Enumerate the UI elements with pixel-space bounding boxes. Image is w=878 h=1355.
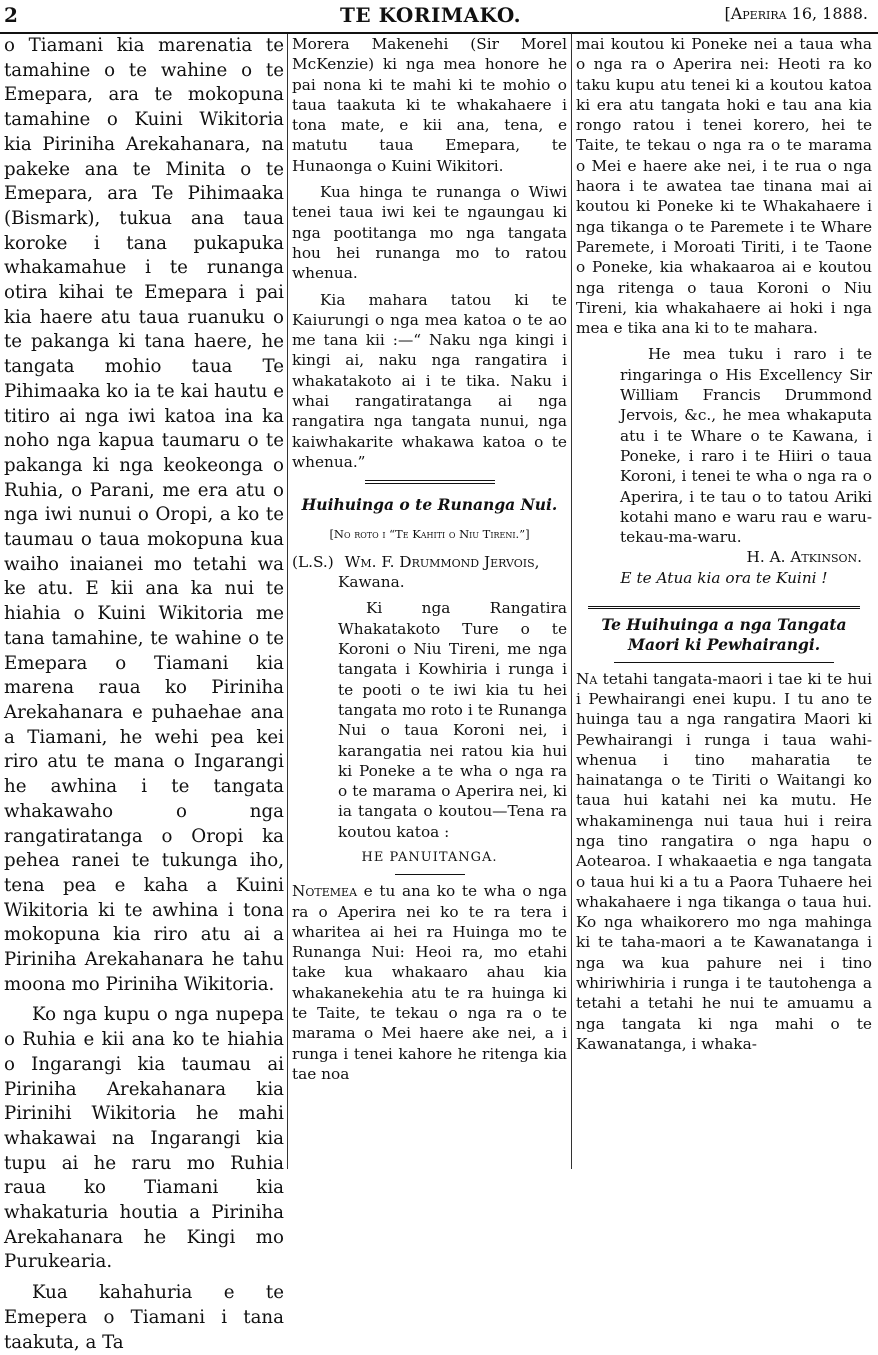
column-divider (287, 34, 288, 1169)
proclamation-address: Ki nga Rangatira Whakatakoto Ture o te Koroni o Niu Tireni, me nga tangata i Kowhiria i runga i te pooti o te iwi kia tu hei tangata mo roto i te Runanga Nui o taua Koroni nei, i karangatia nei ratou kia hui ki Poneke a te wha o nga ra o te marama o Aperira nei, ki ia tangata o koutou—Tena ra koutou katoa : (338, 599, 567, 841)
page-header (0, 0, 878, 32)
article-paragraph: Kua hinga te runanga o Wiwi tenei taua iwi kei te ngaungau ki nga pootitanga mo nga tangata hou hei runanga mo to ratou whenua. (292, 183, 567, 283)
notice-lead-word: Notemea (292, 882, 358, 901)
section-heading: Te Huihuinga a nga Tangata Maori ki Pewhairangi. (601, 615, 847, 655)
signature: H. A. Atkinson. (746, 548, 862, 567)
column-divider (571, 34, 572, 1169)
seal-mark: (L.S.) (292, 552, 334, 571)
article-paragraph: Ko nga kupu o nga nupepa o Ruhia e kii ana ko te hiahia o Ingarangi kia taumau ai Piriniha Arekahanara kia Pirinihi Wikitoria he mahi whakawai na Ingarangi kia tupu ai he raru mo Ruhia raua ko Tiamani kia whakaturia houtia a Piriniha Arekahanara he Kingi mo Purukearia. (4, 1004, 284, 1273)
article-paragraph: Kua kahahuria e te Emepera o Tiamani i tana taakuta, a Ta (4, 1282, 284, 1353)
article-paragraph: o Tiamani kia marenatia te tamahine o te wahine o te Emepara, ara te mokopuna tamahine o Kuini Wikitoria kia Piriniha Arekahanara, na pakeke ana te Minita o te Emepara, ara Te Pihimaaka (Bismark), tukua ana taua koroke i tana pukapuka whakamahue i te runanga otira kihai te Emepara i pai kia haere atu taua ruanuku o te pakanga ki tana haere, he tangata mohio taua Te Pihimaaka ko ia te kai hautu e titiro ai nga iwi katoa ina ka noho nga kapua taumaru o te pakanga ki nga keokeonga o Ruhia, o Parani, me era atu o nga iwi nunui o Oropi, a ko te taumau o taua mokopuna kua waiho inaianei mo tetahi wa ke atu. E kii ana ka nui te hiahia o Kuini Wikitoria me tana tamahine, te wahine o te Emepara o Tiamani kia marena raua ko Piriniha Arekahanara e puhaehae ana a Tiamani, he wehi pea kei riro atu te mana o Ingarangi he awhina i te tangata whakawaho o nga rangatiratanga o Oropi ka pehea ranei te tukunga iho, tena pea e kaha a Kuini Wikitoria ki te awhina i tona mokopuna kia riro atu ai a Piriniha Arekahanara he tahu moona mo Piriniha Wikitoria. (4, 35, 284, 995)
given-under-hand: He mea tuku i raro i te ringaringa o His Excellency Sir William Francis Drummond Jervois, &c., he mea whakaputa atu i te Whare o te Kawana, i Poneke, i raro i te Hiiri o taua Koroni, i tenei te wha o nga ra o Aperira, i te tau o to tatou Ariki kotahi mano e waru rau e waru-tekau-ma-waru. (620, 345, 872, 547)
governor-line (292, 552, 567, 572)
page-number: 2 (4, 3, 18, 27)
column-1 (4, 34, 284, 1353)
notice-paragraph (292, 881, 567, 1084)
column-3 (576, 34, 872, 1169)
column-2 (292, 34, 567, 1169)
governor-name: Wm. F. Drummond Jervois, (344, 552, 540, 571)
section-heading: Huihuinga o te Runanga Nui. (301, 495, 558, 515)
notice-divider (395, 874, 465, 875)
article-paragraph: Kia mahara tatou ki te Kaiurungi o nga mea katoa o te ao me tana kii :—“ Naku nga kingi i kingi ai, naku nga rangatira i whakatakoto ai i te tika. Naku i whai rangatiratanga ai nga rangatira nga tangata nunui, nga kaiwhakarite whakawa katoa o te whenua.” (292, 290, 567, 471)
heading-underline (614, 662, 834, 663)
governor-title: Kawana. (338, 573, 405, 592)
masthead-title: TE KORIMAKO. (340, 3, 522, 27)
notice-body: e tu ana ko te wha o nga ra o Aperira nei ko te ra tera i wharitea ai hei ra Huinga mo te Runanga Nui: Heoi ra, mo etahi take kua whakaaro ahau kia whakanekehia atu te ra huinga ki te Taite, te tekau o nga ra o te marama o Mei haere ake nei, a i runga i tenei kahore he ritenga kia tae noa (292, 882, 567, 1083)
article-paragraph (576, 669, 872, 1055)
god-save-queen: E te Atua kia ora te Kuini ! (620, 568, 828, 587)
lead-word: Na (576, 669, 598, 688)
article-body: tetahi tangata-maori i tae ki te hui i Pewhairangi enei kupu. I tu ano te huinga tau a nga rangatira Maori ki Pewhairangi i runga i taua wahi-whenua i tino maharatia te hainatanga o te Tiriti o Waitangi ko taua hui katahi nei ka mutu. He whakaminenga nui taua hui i reira nga tino rangatira o nga hapu o Aotearoa. I whakaaetia e nga tangata o taua hui ki a tu a Paora Tuhaere hei whakahaere i nga tikanga o taua hui. Ko nga whaikorero mo nga mahinga ki te taha-maori a te Kawanatanga i nga wa kua pahure nei i tino whiriwhiria i runga i te tautohenga a tetahi a tetahi he nui te amuamu a nga tangata ki nga mahi o te Kawanatanga, i whaka- (576, 669, 872, 1053)
section-divider (588, 606, 860, 609)
issue-date: [Aperira 16, 1888. (724, 4, 868, 23)
section-divider (365, 480, 495, 487)
article-paragraph: Morera Makenehi (Sir Morel McKenzie) ki nga mea honore he pai nona ki te mahi ki te mohio o taua taakuta ki te whakahaere i tona mate, e kii ana, tena, e matutu taua Emepara, te Hunaonga o Kuini Wikitori. (292, 35, 567, 175)
source-note: [No roto i “Te Kahiti o Niu Tireni.”] (329, 526, 530, 541)
article-paragraph: mai koutou ki Poneke nei a taua wha o nga ra o Aperira nei: Heoti ra ko taku kupu atu tenei ki a koutou katoa ki era atu tangata hoki e tau ana kia rongo ratou i tenei korero, hei te Taite, te tekau o nga ra o te marama o Mei e haere ake nei, i te rua o nga haora i te awatea tae tinana mai ai koutou ki Poneke ki te Whakahaere i nga tikanga o te Paremete i te Whare Paremete, i Moroati Tiriti, i te Taone o Poneke, kia whakaaroa ai e koutou nga ritenga o taua Koroni o Niu Tireni, kia whakahaere ai hoki i nga mea e tika ana ki to te mahara. (576, 35, 872, 338)
notice-heading: HE PANUITANGA. (361, 849, 498, 865)
